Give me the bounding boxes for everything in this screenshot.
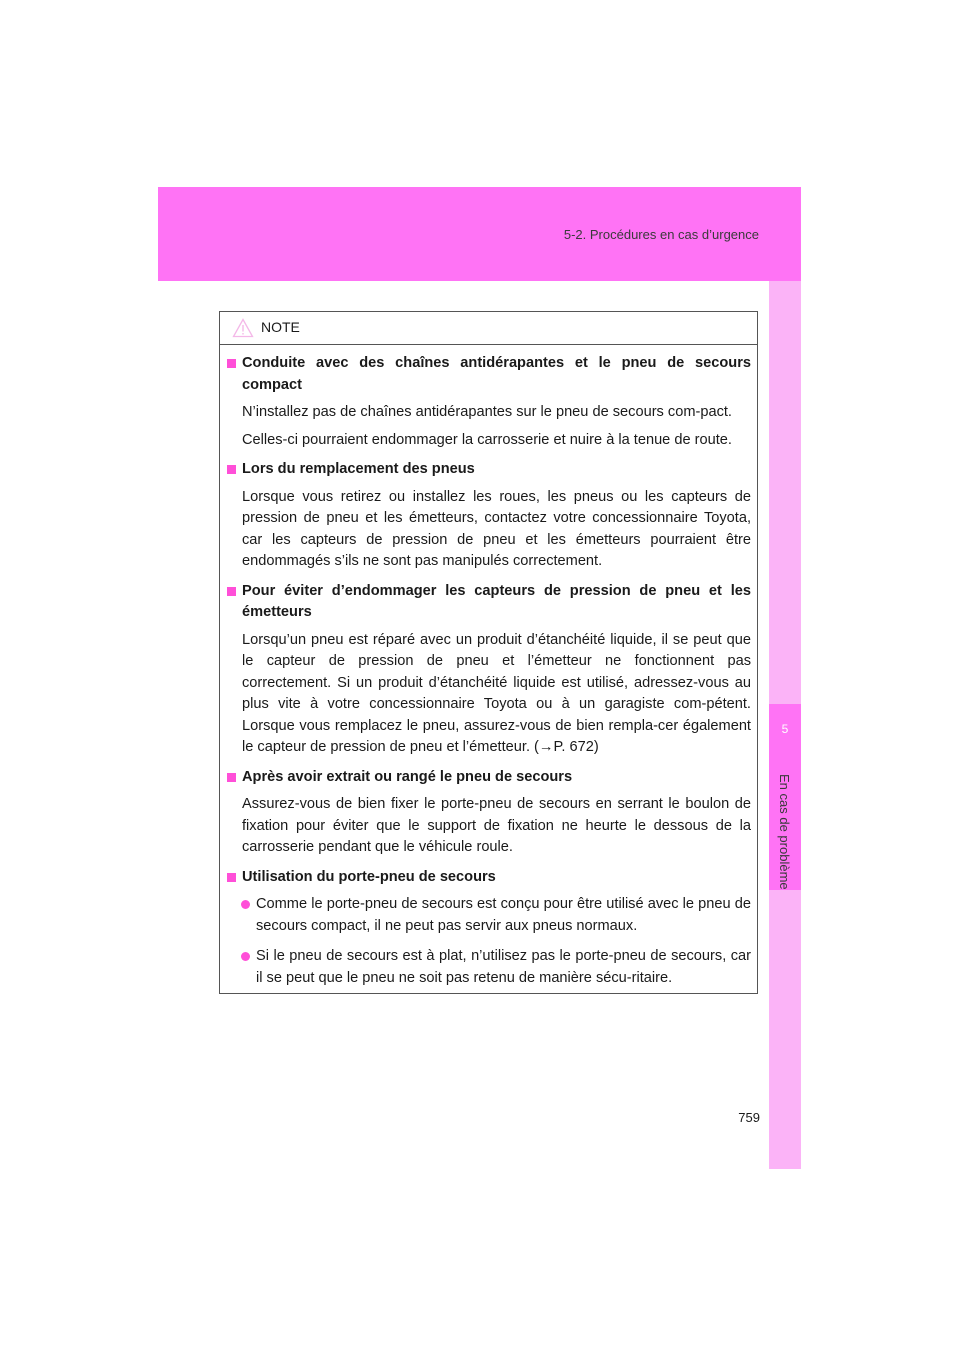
note-item-heading xyxy=(225,767,751,789)
square-bullet-icon xyxy=(227,359,236,368)
note-bullet-text: Si le pneu de secours est à plat, n’utilisez pas le porte-pneu de secours, car il se peut que le pneu ne soit pas retenu de manière sécu-ritaire. xyxy=(256,948,751,986)
note-item-heading xyxy=(225,581,751,624)
note-item-text: Assurez-vous de bien fixer le porte-pneu de secours en serrant le boulon de fixation pour éviter que le support de fixation ne heurte le dessous de la carrosserie pendant que le véhicule roule. xyxy=(242,796,751,855)
note-item-heading-text: Lors du remplacement des pneus xyxy=(242,461,475,477)
note-item-heading-text: Après avoir extrait ou rangé le pneu de secours xyxy=(242,768,573,785)
note-item-heading xyxy=(225,459,751,481)
side-tab xyxy=(769,281,801,1169)
note-item-text: Lorsque vous retirez ou installez les roues, les pneus ou les capteurs de pression de pneu et les émetteurs, contactez votre concessionnaire Toyota, car les capteurs de pression de pneu et les émetteurs pourraient être endommagés s’ils ne sont pas manipulés correctement. xyxy=(242,488,751,569)
note-item xyxy=(225,767,751,859)
square-bullet-icon xyxy=(227,773,236,782)
circle-bullet-icon xyxy=(241,900,250,909)
note-bullet-text: Comme le porte-pneu de secours est conçu pour être utilisé avec le pneu de secours compact, il ne peut pas servir aux pneus normaux. xyxy=(256,896,751,934)
note-item-heading-text: Pour éviter d’endommager les capteurs de pression de pneu et les émetteurs xyxy=(242,582,751,620)
note-box xyxy=(219,311,758,994)
note-bullet xyxy=(225,946,751,989)
chapter-tab[interactable] xyxy=(769,704,801,890)
square-bullet-icon xyxy=(227,465,236,474)
note-bullet xyxy=(225,894,751,937)
note-item-text: N’installez pas de chaînes antidérapantes sur le pneu de secours com-pact. xyxy=(242,404,732,420)
note-header xyxy=(220,312,757,345)
note-body xyxy=(220,345,757,989)
note-item xyxy=(225,867,751,990)
note-item-heading xyxy=(225,867,751,889)
note-item-heading-text: Utilisation du porte-pneu de secours xyxy=(242,868,496,885)
chapter-number: 5 xyxy=(781,722,789,736)
note-item xyxy=(225,581,751,759)
page-number: 759 xyxy=(738,1110,760,1125)
header-band xyxy=(158,187,801,281)
note-item-heading xyxy=(225,353,751,396)
note-item xyxy=(225,353,751,451)
square-bullet-icon xyxy=(227,587,236,596)
note-item-heading-text: Conduite avec des chaînes antidérapantes et le pneu de secours compact xyxy=(242,355,751,393)
circle-bullet-icon xyxy=(241,952,250,961)
warning-icon xyxy=(232,318,254,338)
note-item-text: Celles-ci pourraient endommager la carrosserie et nuire à la tenue de route. xyxy=(242,431,732,448)
note-item xyxy=(225,459,751,573)
section-title: 5-2. Procédures en cas d’urgence xyxy=(563,227,759,242)
note-title: NOTE xyxy=(261,319,300,335)
square-bullet-icon xyxy=(227,873,236,882)
note-item-text: Lorsqu’un pneu est réparé avec un produit d’étanchéité liquide, il se peut que le capteur de pression de pneu et l’émetteur ne fonctionnent pas correctement. Si un produit d’étanchéité liquide est utilisé, adressez-vous au plus vite à votre concessionnaire Toyota ou à un garagiste com-pétent. Lorsque vous remplacez le pneu, assurez-vous de bien rempla-cer également le capteur de pression de pneu et l’émetteur. (→P. 672) xyxy=(242,631,751,755)
chapter-label: En cas de problème xyxy=(777,774,792,890)
